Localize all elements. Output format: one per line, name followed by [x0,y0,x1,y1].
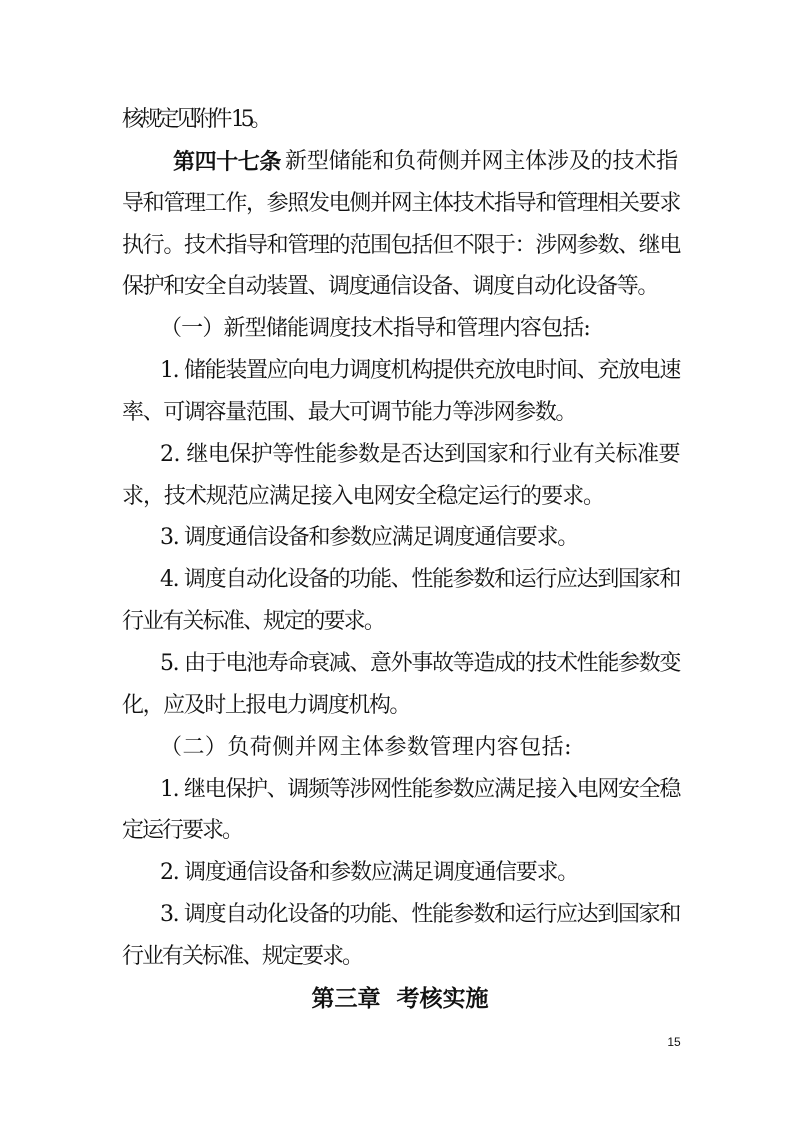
article-first-line: 新型储能和负荷侧并网主体涉及的技术指 [285,149,678,174]
line-text: 求，技术规范应满足接入电网安全稳定运行的要求。 [122,484,604,509]
line-text: 率、可调容量范围、最大可调节能力等涉网参数。 [122,400,576,425]
line-text: 4. 调度自动化设备的功能、性能参数和运行应达到国家和 [160,567,680,592]
line-text: 2. 调度通信设备和参数应满足调度通信要求。 [160,860,578,885]
chapter-heading [0,984,800,1014]
line-text: 导和管理工作，参照发电侧并网主体技术指导和管理相关要求 [122,191,680,216]
page-number: 15 [667,1035,681,1049]
chapter-title: 考核实施 [396,986,489,1012]
line-text: 核规定见附件 15。 [122,107,268,132]
line-text: 化，应及时上报电力调度机构。 [122,693,410,718]
line-text: 1. 继电保护、调频等涉网性能参数应满足接入电网安全稳 [160,777,680,802]
line-text: 行业有关标准、规定要求。 [122,944,362,969]
line-text: 3. 调度自动化设备的功能、性能参数和运行应达到国家和 [160,902,680,927]
article-title: 第四十七条 [173,149,281,175]
line-text: 1. 储能装置应向电力调度机构提供充放电时间、充放电速 [160,358,680,383]
line-text: 定运行要求。 [122,818,242,843]
line-text: 执行。技术指导和管理的范围包括但不限于：涉网参数、继电 [122,233,680,258]
line-text: 2. 继电保护等性能参数是否达到国家和行业有关标准要 [160,442,680,467]
line-text: 3. 调度通信设备和参数应满足调度通信要求。 [160,525,578,550]
line-text: 5. 由于电池寿命衰减、意外事故等造成的技术性能参数变 [160,651,680,676]
section-heading: （二）负荷侧并网主体参数管理内容包括: [160,735,572,760]
chapter-number: 第三章 [311,986,381,1012]
section-heading: （一）新型储能调度技术指导和管理内容包括: [160,316,590,341]
line-text: 行业有关标准、规定的要求。 [122,609,384,634]
line-text: 保护和安全自动装置、调度通信设备、调度自动化设备等。 [122,274,658,299]
